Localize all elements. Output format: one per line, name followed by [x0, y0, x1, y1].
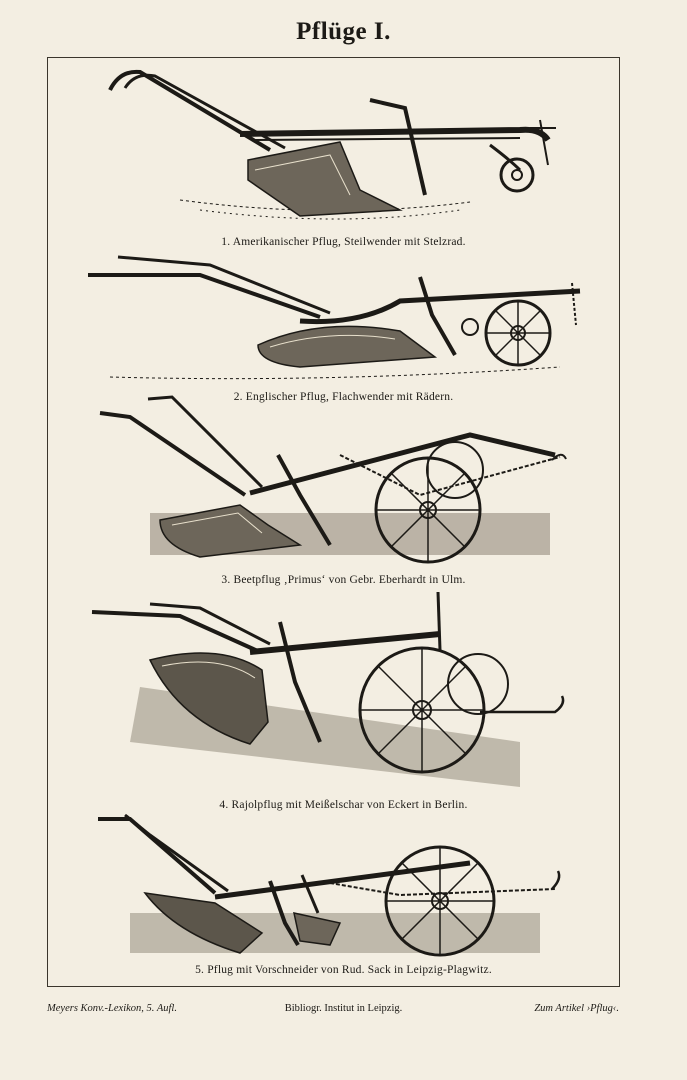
figure-4-illustration [0, 592, 687, 792]
footer-publication: Meyers Konv.-Lexikon, 5. Aufl. [47, 1003, 177, 1014]
page-title: Pflüge I. [296, 18, 391, 45]
figure-3-illustration [0, 395, 687, 570]
figure-2-caption: 2. Englischer Pflug, Flachwender mit Rädern. [233, 391, 454, 403]
footer-article-reference: Zum Artikel ›Pflug‹. [534, 1003, 619, 1014]
figure-1-caption: 1. Amerikanischer Pflug, Steilwender mit Stelzrad. [221, 236, 466, 248]
figure-2-illustration [0, 255, 687, 385]
figure-4-caption: 4. Rajolpflug mit Meißelschar von Eckert in Berlin. [219, 799, 468, 811]
figure-5-caption: 5. Pflug mit Vorschneider von Rud. Sack in Leipzig-Plagwitz. [195, 964, 492, 976]
figure-5-illustration [0, 813, 687, 963]
footer-publisher: Bibliogr. Institut in Leipzig. [284, 1003, 403, 1014]
figure-1-illustration [0, 60, 687, 230]
figure-3-caption: 3. Beetpflug ‚Primus‘ von Gebr. Eberhardt in Ulm. [221, 574, 466, 586]
